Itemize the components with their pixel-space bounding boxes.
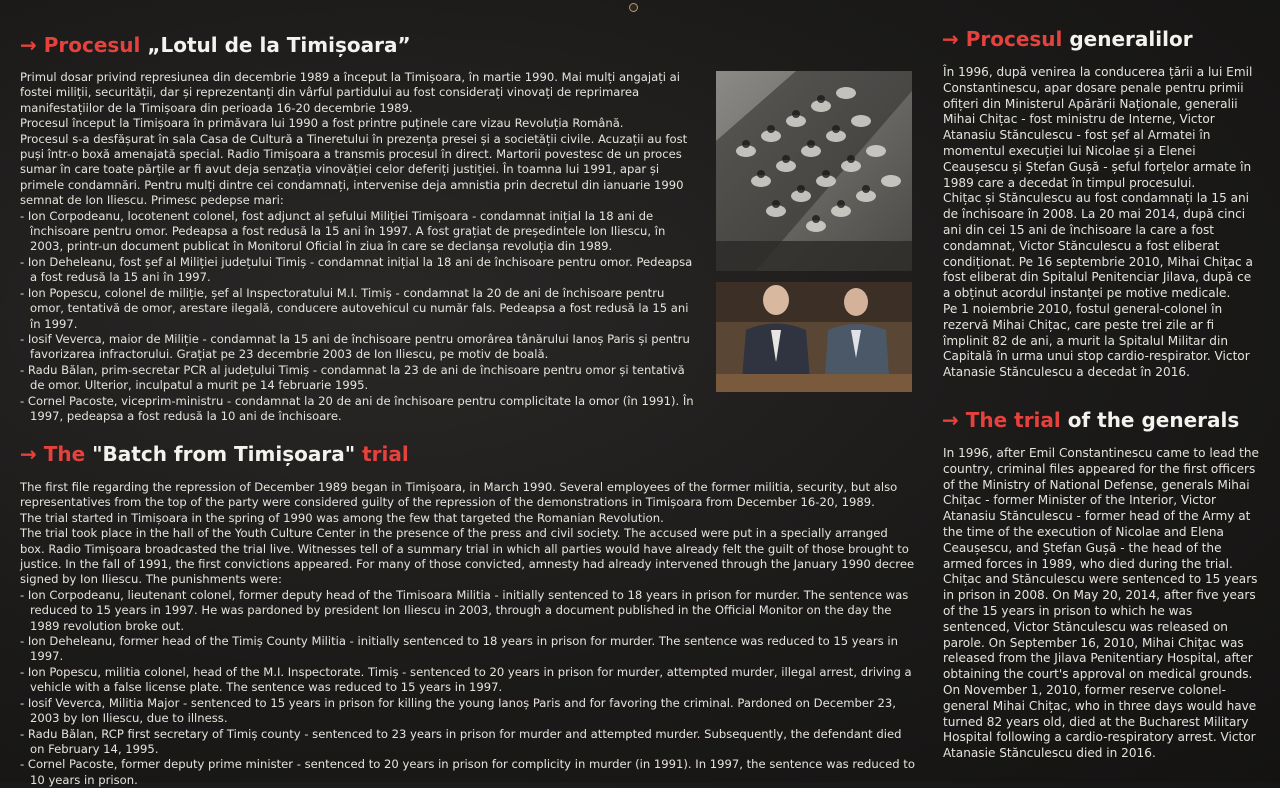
ro-trial-heading bbox=[20, 33, 411, 57]
ro-trial-text bbox=[20, 70, 696, 424]
list-item: - Radu Bălan, RCP first secretary of Timiș county - sentenced to 23 years in prison for murder and attempted murder. Subsequently, the defendant died on February 14, 1995. bbox=[20, 726, 902, 756]
paragraph: Primul dosar privind represiunea din decembrie 1989 a început la Timișoara, în martie 1990. Mai mulți angajați ai fostei miliții, securității, dar și reprezentanți din vârful partidului au fost considerați vinovați de reprimarea manifestațiilor de la Timișoara din perioada 16-20 decembrie 1989. bbox=[20, 70, 680, 115]
paragraph: Procesul s-a desfășurat în sala Casa de Cultură a Tineretului în prezența presei și a societății civile. Acuzații au fost puși într-o boxă amenajată special. Radio Timișoara a transmis procesul în direct. Martorii povestesc de un proces sumar în care toate părțile ar fi avut deja senzația vinovăției celor deferiți justiției. În toamna lui 1991, apar și primele condamnări. Pentru mulți dintre cei condamnați, intervenise deja amnistia prin decretul din ianuarie 1990 semnat de Ion Iliescu. Primesc pedepse mari: bbox=[20, 131, 688, 208]
paragraph: Chițac și Stănculescu au fost condamnați la 15 ani de închisoare în 2008. La 20 mai 2014, după cinci ani din cei 15 ani de închisoare la care a fost condamnat, Victor Stănculescu a fost eliberat condiționat. Pe 16 septembrie 2010, Mihai Chițac a fost eliberat din Spitalul Penitenciar Jilava, după ce a obținut acordul instanței pe motive medicale. bbox=[943, 191, 1253, 301]
courtroom-photo bbox=[716, 71, 912, 271]
paragraph: The first file regarding the repression of December 1989 began in Timișoara, in March 1990. Several employees of the former militia, security, but also representatives from the top of the party were considered guilty of the repression of the demonstrations in Timișoara from December 16-20, 1989. bbox=[20, 480, 898, 510]
list-item: - Ion Deheleanu, fost șef al Miliției județului Timiș - condamnat inițial la 18 ani de închisoare pentru omor. Pedeapsa a fost redusă la 15 ani în 1997. bbox=[20, 254, 693, 285]
en-trial-heading bbox=[20, 442, 409, 466]
defendants-photo bbox=[716, 282, 912, 392]
en-generals-heading bbox=[942, 408, 1239, 432]
paragraph: The trial started in Timișoara in the spring of 1990 was among the few that targeted the Romanian Revolution. bbox=[20, 510, 664, 525]
ro-generals-text bbox=[943, 65, 1261, 381]
list-item: - Ion Popescu, militia colonel, head of the M.I. Inspectorate. Timiș - sentenced to 20 years in prison for murder, attempted murder, illegal arrest, driving a vehicle with a false license plate. The sentence was reduced to 15 years in 1997. bbox=[20, 664, 912, 695]
list-item: - Ion Deheleanu, former head of the Timiș County Militia - initially sentenced to 18 years in prison for murder. The sentence was reduced to 15 years in 1997. bbox=[20, 634, 898, 664]
heading-rest: of the generals bbox=[1060, 408, 1240, 432]
list-item: - Radu Bălan, prim-secretar PCR al județului Timiș - condamnat la 23 de ani de închisoare pentru omor și tentativă de omor. Ulterior, inculpatul a murit pe 14 februarie 1995. bbox=[20, 362, 685, 393]
paragraph: Procesul început la Timișoara în primăvara lui 1990 a fost printre puținele care vizau Revoluția Română. bbox=[20, 116, 624, 131]
list-item: - Iosif Veverca, maior de Miliție - condamnat la 15 ani de închisoare pentru omorârea tânărului Ianoș Paris și pentru favorizarea infractorului. Grațiat pe 23 decembrie 2003 de Ion Iliescu, pe motiv de boală. bbox=[20, 331, 690, 362]
paragraph: Pe 1 noiembrie 2010, fostul general-colonel în rezervă Mihai Chițac, care peste trei zile ar fi împlinit 82 de ani, a murit la Spitalul Militar din Capitală în urma unui stop cardio-respirator. Victor Atanasie Stănculescu a decedat în 2016. bbox=[943, 301, 1250, 380]
list-item: - Ion Popescu, colonel de miliție, șef al Inspectoratului M.I. Timiș - condamnat la 20 de ani de închisoare pentru omor, tentativă de omor, arestare ilegală, conducere autovehicul cu număr fals. Pedeapsa a fost redusă la 15 ani în 1997. bbox=[20, 285, 689, 331]
heading-accent: → Procesul bbox=[942, 27, 1063, 51]
paragraph: The trial took place in the hall of the Youth Culture Center in the presence of the press and civil society. The accused were put in a specially arranged box. Radio Timișoara broadcasted the trial live. Witnesses tell of a summary trial in which all parties would have already felt the guilt of those brought to justice. In the fall of 1991, the first convictions appeared. For many of those convicted, amnesty had already intervened through the January 1990 decree signed by Ion Iliescu. The punishments were: bbox=[20, 526, 915, 587]
heading-accent: → The trial bbox=[942, 408, 1061, 432]
paragraph: Chițac and Stănculescu were sentenced to 15 years in prison in 2008. On May 20, 2014, after five years of the 15 years in prison to which he was sentenced, Victor Stănculescu was released on parole. On September 16, 2010, Mihai Chițac was released from the Jilava Penitentiary Hospital, after obtaining the court's approval on medical grounds. bbox=[943, 572, 1258, 682]
list-item: - Cornel Pacoste, former deputy prime minister - sentenced to 20 years in prison for complicity in murder (in 1991). In 1997, the sentence was reduced to 10 years in prison. bbox=[20, 757, 915, 787]
en-trial-text bbox=[20, 480, 915, 788]
paragraph: În 1996, după venirea la conducerea țării a lui Emil Constantinescu, apar dosare penale pentru primii ofițeri din Ministerul Apărării Naționale, generalii Mihai Chițac - fost ministru de Interne, Victor Atanasiu Stănculescu - fost șef al Armatei în momentul execuției lui Nicolae și a Elenei Ceaușescu și Ștefan Gușă - șeful forțelor armate în 1989 care a decedat în timpul procesului. bbox=[943, 65, 1253, 190]
paragraph: In 1996, after Emil Constantinescu came to lead the country, criminal files appeared for the first officers of the Ministry of National Defense, generals Mihai Chițac - former Minister of the Interior, Victor Atanasiu Stănculescu - former head of the Army at the time of the execution of Nicolae and Elena Ceaușescu, and Ștefan Gușă - the head of the armed forces in 1989, who died during the trial. bbox=[943, 446, 1259, 571]
heading-middle: "Batch from Timișoara" bbox=[85, 442, 363, 466]
paragraph: On November 1, 2010, former reserve colonel-general Mihai Chițac, who in three days would have turned 82 years old, died at the Bucharest Military Hospital following a cardio-respiratory arrest. Victor Atanasie Stănculescu died in 2016. bbox=[943, 682, 1257, 761]
ro-generals-heading bbox=[942, 27, 1193, 51]
list-item: - Cornel Pacoste, viceprim-ministru - condamnat la 20 de ani de închisoare pentru complicitate la omor (în 1991). În 1997, pedeapsa a fost redusă la 10 ani de închisoare. bbox=[20, 393, 694, 423]
heading-accent: → Procesul bbox=[20, 33, 141, 57]
heading-accent: → The bbox=[20, 442, 86, 466]
list-item: - Ion Corpodeanu, lieutenant colonel, former deputy head of the Timisoara Militia - initially sentenced to 18 years in prison for murder. The sentence was reduced to 15 years in 1997. He was pardoned by president Ion Iliescu in 2003, through a document published in the Official Monitor on the day the 1989 revolution broke out. bbox=[20, 587, 909, 633]
list-item: - Iosif Veverca, Militia Major - sentenced to 15 years in prison for killing the young Ianoș Paris and for favoring the criminal. Pardoned on December 23, 2003 by Ion Iliescu, due to illness. bbox=[20, 695, 896, 726]
list-item: - Ion Corpodeanu, locotenent colonel, fost adjunct al șefului Miliției Timișoara - condamnat inițial la 18 ani de închisoare pentru omor. Pedeapsa a fost redusă la 15 ani în 1997. A fost grațiat de președintele Ion Iliescu, în 2003, printr-un document publicat în Monitorul Oficial în ziua în care se declanșa revoluția din 1989. bbox=[20, 208, 666, 254]
heading-rest: generalilor bbox=[1062, 27, 1193, 51]
heading-rest: „Lotul de la Timișoara” bbox=[140, 33, 411, 57]
en-generals-text bbox=[943, 446, 1261, 762]
mounting-screw bbox=[629, 3, 638, 12]
heading-accent: trial bbox=[362, 442, 409, 466]
